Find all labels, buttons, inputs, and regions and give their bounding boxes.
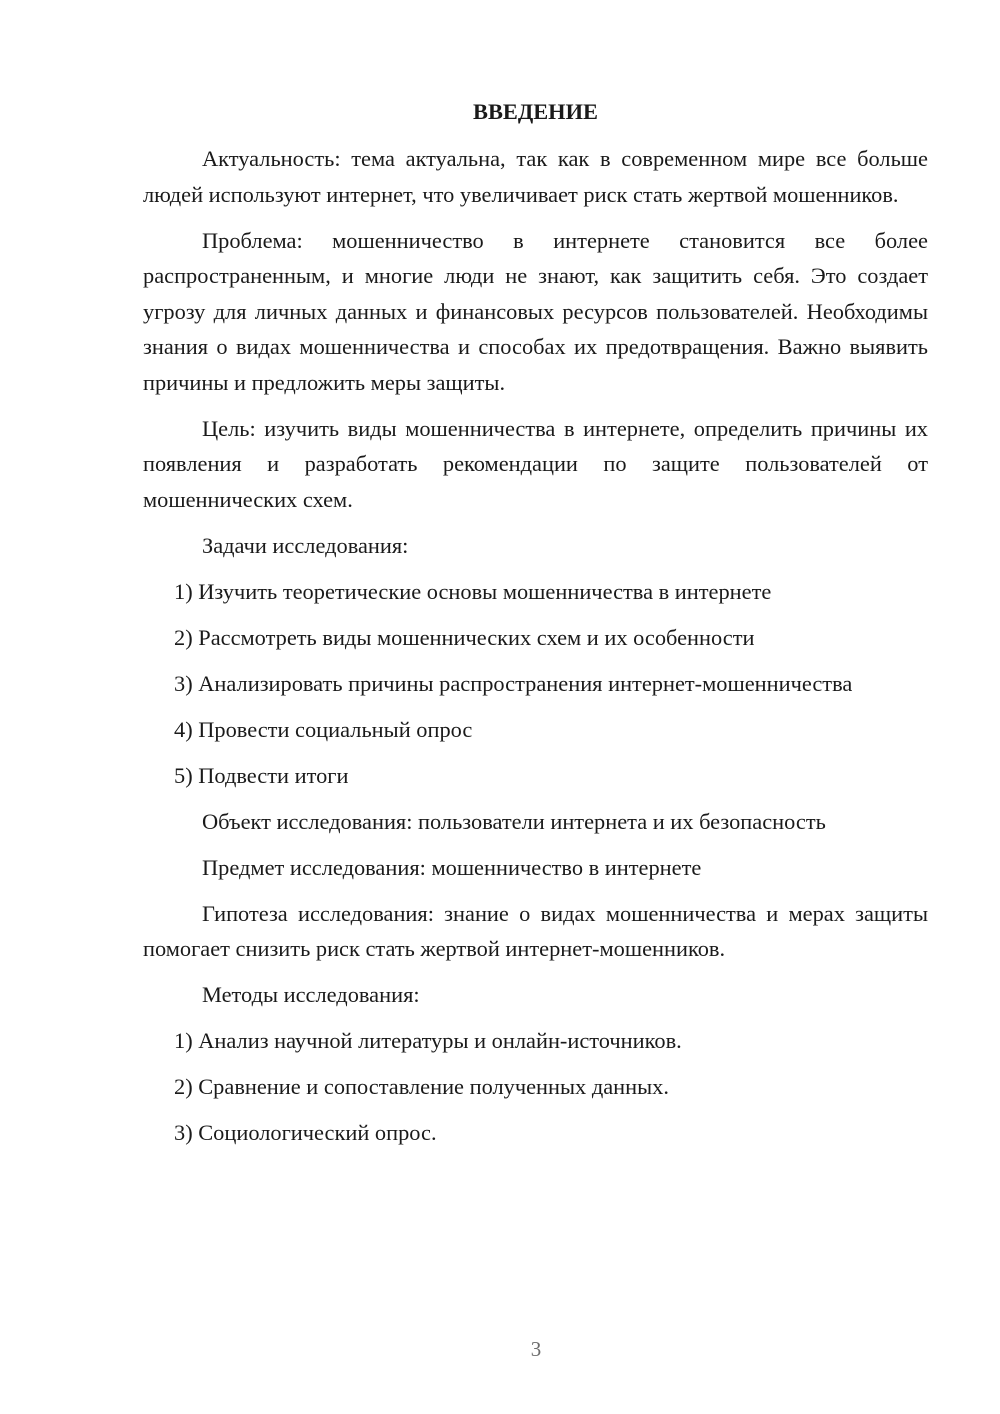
methods-title: Методы исследования:: [202, 982, 420, 1007]
task-item: 4) Провести социальный опрос: [174, 716, 473, 742]
task-item: 2) Рассмотреть виды мошеннических схем и их особенности: [174, 624, 755, 650]
method-item: 1) Анализ научной литературы и онлайн-источников.: [174, 1028, 682, 1053]
page-number: 3: [530, 1337, 542, 1361]
problem-paragraph: Проблема: мошенничество в интернете становится все более распространенным, и многие люди не знают, как защитить себя. Это создает угрозу для личных данных и финансовых ресурсов пользователей. Необходимы знания о видах мошенничества и способах их предотвращения. Важно выявить причины и предложить меры защиты.: [143, 227, 928, 395]
goal-paragraph: Цель: изучить виды мошенничества в интернете, определить причины их появления и разработать рекомендации по защите пользователей от мошеннических схем.: [143, 415, 928, 512]
task-item: 3) Анализировать причины распространения интернет-мошенничества: [174, 670, 853, 696]
task-item: 1) Изучить теоретические основы мошенничества в интернете: [174, 578, 772, 604]
tasks-title: Задачи исследования:: [202, 532, 409, 558]
hypothesis-paragraph: Гипотеза исследования: знание о видах мошенничества и мерах защиты помогает снизить риск стать жертвой интернет-мошенников.: [143, 900, 928, 961]
task-item: 5) Подвести итоги: [174, 762, 349, 788]
method-item: 2) Сравнение и сопоставление полученных данных.: [174, 1074, 669, 1099]
method-item: 3) Социологический опрос.: [174, 1120, 437, 1145]
relevance-paragraph: Актуальность: тема актуальна, так как в современном мире все больше людей используют интернет, что увеличивает риск стать жертвой мошенников.: [143, 146, 928, 207]
section-heading: ВВЕДЕНИЕ: [473, 99, 598, 124]
object-paragraph: Объект исследования: пользователи интернета и их безопасность: [202, 808, 826, 834]
subject-paragraph: Предмет исследования: мошенничество в интернете: [202, 854, 702, 880]
